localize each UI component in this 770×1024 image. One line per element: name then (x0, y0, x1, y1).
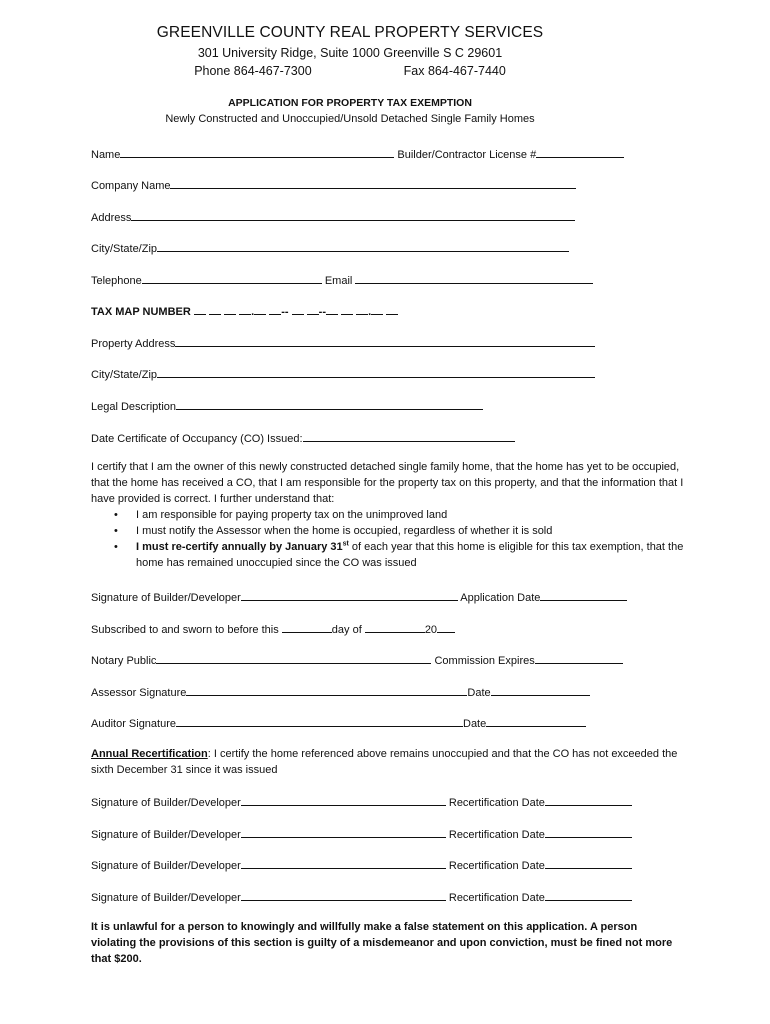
co-date-label: Date Certificate of Occupancy (CO) Issued: (91, 433, 303, 445)
address-label: Address (91, 212, 132, 224)
tax-map-row (91, 303, 398, 319)
property-city-label: City/State/Zip (91, 369, 158, 381)
legal-warning: It is unlawful for a person to knowingly and willfully make a false statement on this application. A person violating the provisions of this section is guilty of a misdemeanor and upon conviction, must be fined not more that $200. (91, 921, 673, 965)
co-date-row (91, 430, 515, 446)
assessor-date-field[interactable] (491, 684, 590, 696)
phone-row (91, 272, 593, 288)
recert-signature-label: Signature of Builder/Developer (91, 892, 241, 904)
recert-signature-label: Signature of Builder/Developer (91, 829, 241, 841)
recert-signature-label: Signature of Builder/Developer (91, 860, 241, 872)
sworn-day-field[interactable] (282, 621, 332, 633)
notary-field[interactable] (156, 652, 431, 664)
recertification-heading: Annual Recertification (91, 748, 208, 760)
recert-date-label: Recertification Date (448, 860, 545, 872)
certification-intro: I certify that I am the owner of this newly constructed detached single family home, that the home has yet to be occupied, that the home has received a CO, that I am responsible for the property tax on this property, and that the information that I have provided is correct. I further understand that: (91, 461, 684, 505)
license-label: Builder/Contractor License # (397, 149, 537, 161)
assessor-date-label: Date (467, 687, 491, 699)
certification-text (91, 459, 691, 571)
sworn-day-label: day of (331, 624, 365, 636)
sworn-year-label: 20 (424, 624, 438, 636)
list-item: • I am responsible for paying property tax on the unimproved land (114, 509, 448, 521)
property-city-row (91, 366, 595, 382)
notary-label: Notary Public (91, 655, 157, 667)
certification-list (91, 507, 691, 571)
auditor-signature-field[interactable] (176, 715, 463, 727)
recert-date-field[interactable] (545, 857, 632, 869)
auditor-date-label: Date (463, 718, 487, 730)
recert-signature-field[interactable] (241, 826, 446, 838)
auditor-label: Auditor Signature (91, 718, 176, 730)
list-item: • I must re-certify annually by January 31st of each year that this home is eligible for this tax exemption, that the home has remained unoccupied since the CO was issued (114, 540, 684, 569)
legal-row (91, 398, 483, 414)
city-row (91, 240, 569, 256)
recert-row (91, 857, 632, 873)
office-contact (0, 64, 700, 78)
city-label: City/State/Zip (91, 243, 158, 255)
builder-signature-label: Signature of Builder/Developer (91, 592, 241, 604)
legal-field[interactable] (176, 398, 483, 410)
office-fax: Fax 864-467-7440 (403, 64, 506, 78)
bullet-icon: • (114, 509, 118, 521)
sworn-row (91, 621, 455, 637)
assessor-signature-field[interactable] (186, 684, 467, 696)
legal-label: Legal Description (91, 401, 176, 413)
office-title: GREENVILLE COUNTY REAL PROPERTY SERVICES (156, 24, 544, 41)
bullet-icon: • (114, 525, 118, 537)
recert-row (91, 826, 632, 842)
auditor-row (91, 715, 586, 731)
office-phone: Phone 864-467-7300 (194, 64, 312, 78)
notary-row (91, 652, 623, 668)
property-address-field[interactable] (175, 335, 595, 347)
property-address-label: Property Address (91, 338, 176, 350)
recert-signature-label: Signature of Builder/Developer (91, 797, 241, 809)
license-field[interactable] (536, 146, 624, 158)
recertification-text (91, 746, 691, 778)
property-city-field[interactable] (157, 366, 595, 378)
company-label: Company Name (91, 180, 171, 192)
company-row (91, 177, 576, 193)
recert-date-field[interactable] (545, 889, 632, 901)
bullet-icon: • (114, 541, 118, 553)
recert-row (91, 889, 632, 905)
recert-date-field[interactable] (545, 794, 632, 806)
recert-date-label: Recertification Date (448, 829, 545, 841)
application-subtitle: Newly Constructed and Unoccupied/Unsold Detached Single Family Homes (165, 113, 535, 125)
recert-signature-field[interactable] (241, 857, 446, 869)
address-row (91, 209, 575, 225)
application-date-field[interactable] (540, 589, 627, 601)
city-field[interactable] (157, 240, 569, 252)
tax-map-label: TAX MAP NUMBER (91, 306, 191, 318)
auditor-date-field[interactable] (486, 715, 586, 727)
commission-label: Commission Expires (434, 655, 535, 667)
telephone-label: Telephone (91, 275, 142, 287)
recert-signature-field[interactable] (241, 889, 446, 901)
commission-field[interactable] (535, 652, 623, 664)
property-address-row (91, 335, 595, 351)
address-field[interactable] (131, 209, 575, 221)
application-date-label: Application Date (460, 592, 541, 604)
builder-signature-field[interactable] (241, 589, 458, 601)
application-title: APPLICATION FOR PROPERTY TAX EXEMPTION (228, 97, 472, 109)
name-field[interactable] (120, 146, 394, 158)
name-label: Name (91, 149, 121, 161)
recert-row (91, 794, 632, 810)
recertification-statement: : I certify the home referenced above remains unoccupied and that the CO has not exceeded the sixth December 31 since it was issued (91, 748, 678, 776)
email-field[interactable] (355, 272, 593, 284)
sworn-year-field[interactable] (437, 621, 455, 633)
name-row (91, 146, 624, 162)
sworn-label: Subscribed to and sworn to before this (91, 624, 282, 636)
tax-map-field[interactable]: . -- -- . (194, 306, 398, 318)
telephone-field[interactable] (142, 272, 322, 284)
recert-date-label: Recertification Date (448, 892, 545, 904)
co-date-field[interactable] (303, 430, 515, 442)
assessor-label: Assessor Signature (91, 687, 187, 699)
recert-signature-field[interactable] (241, 794, 446, 806)
email-label: Email (324, 275, 353, 287)
recert-date-field[interactable] (545, 826, 632, 838)
sworn-month-field[interactable] (365, 621, 425, 633)
assessor-row (91, 684, 590, 700)
list-item: • I must notify the Assessor when the home is occupied, regardless of whether it is sold (114, 525, 553, 537)
recert-date-label: Recertification Date (448, 797, 545, 809)
company-field[interactable] (170, 177, 576, 189)
office-address: 301 University Ridge, Suite 1000 Greenville S C 29601 (197, 46, 503, 60)
builder-signature-row (91, 589, 627, 605)
